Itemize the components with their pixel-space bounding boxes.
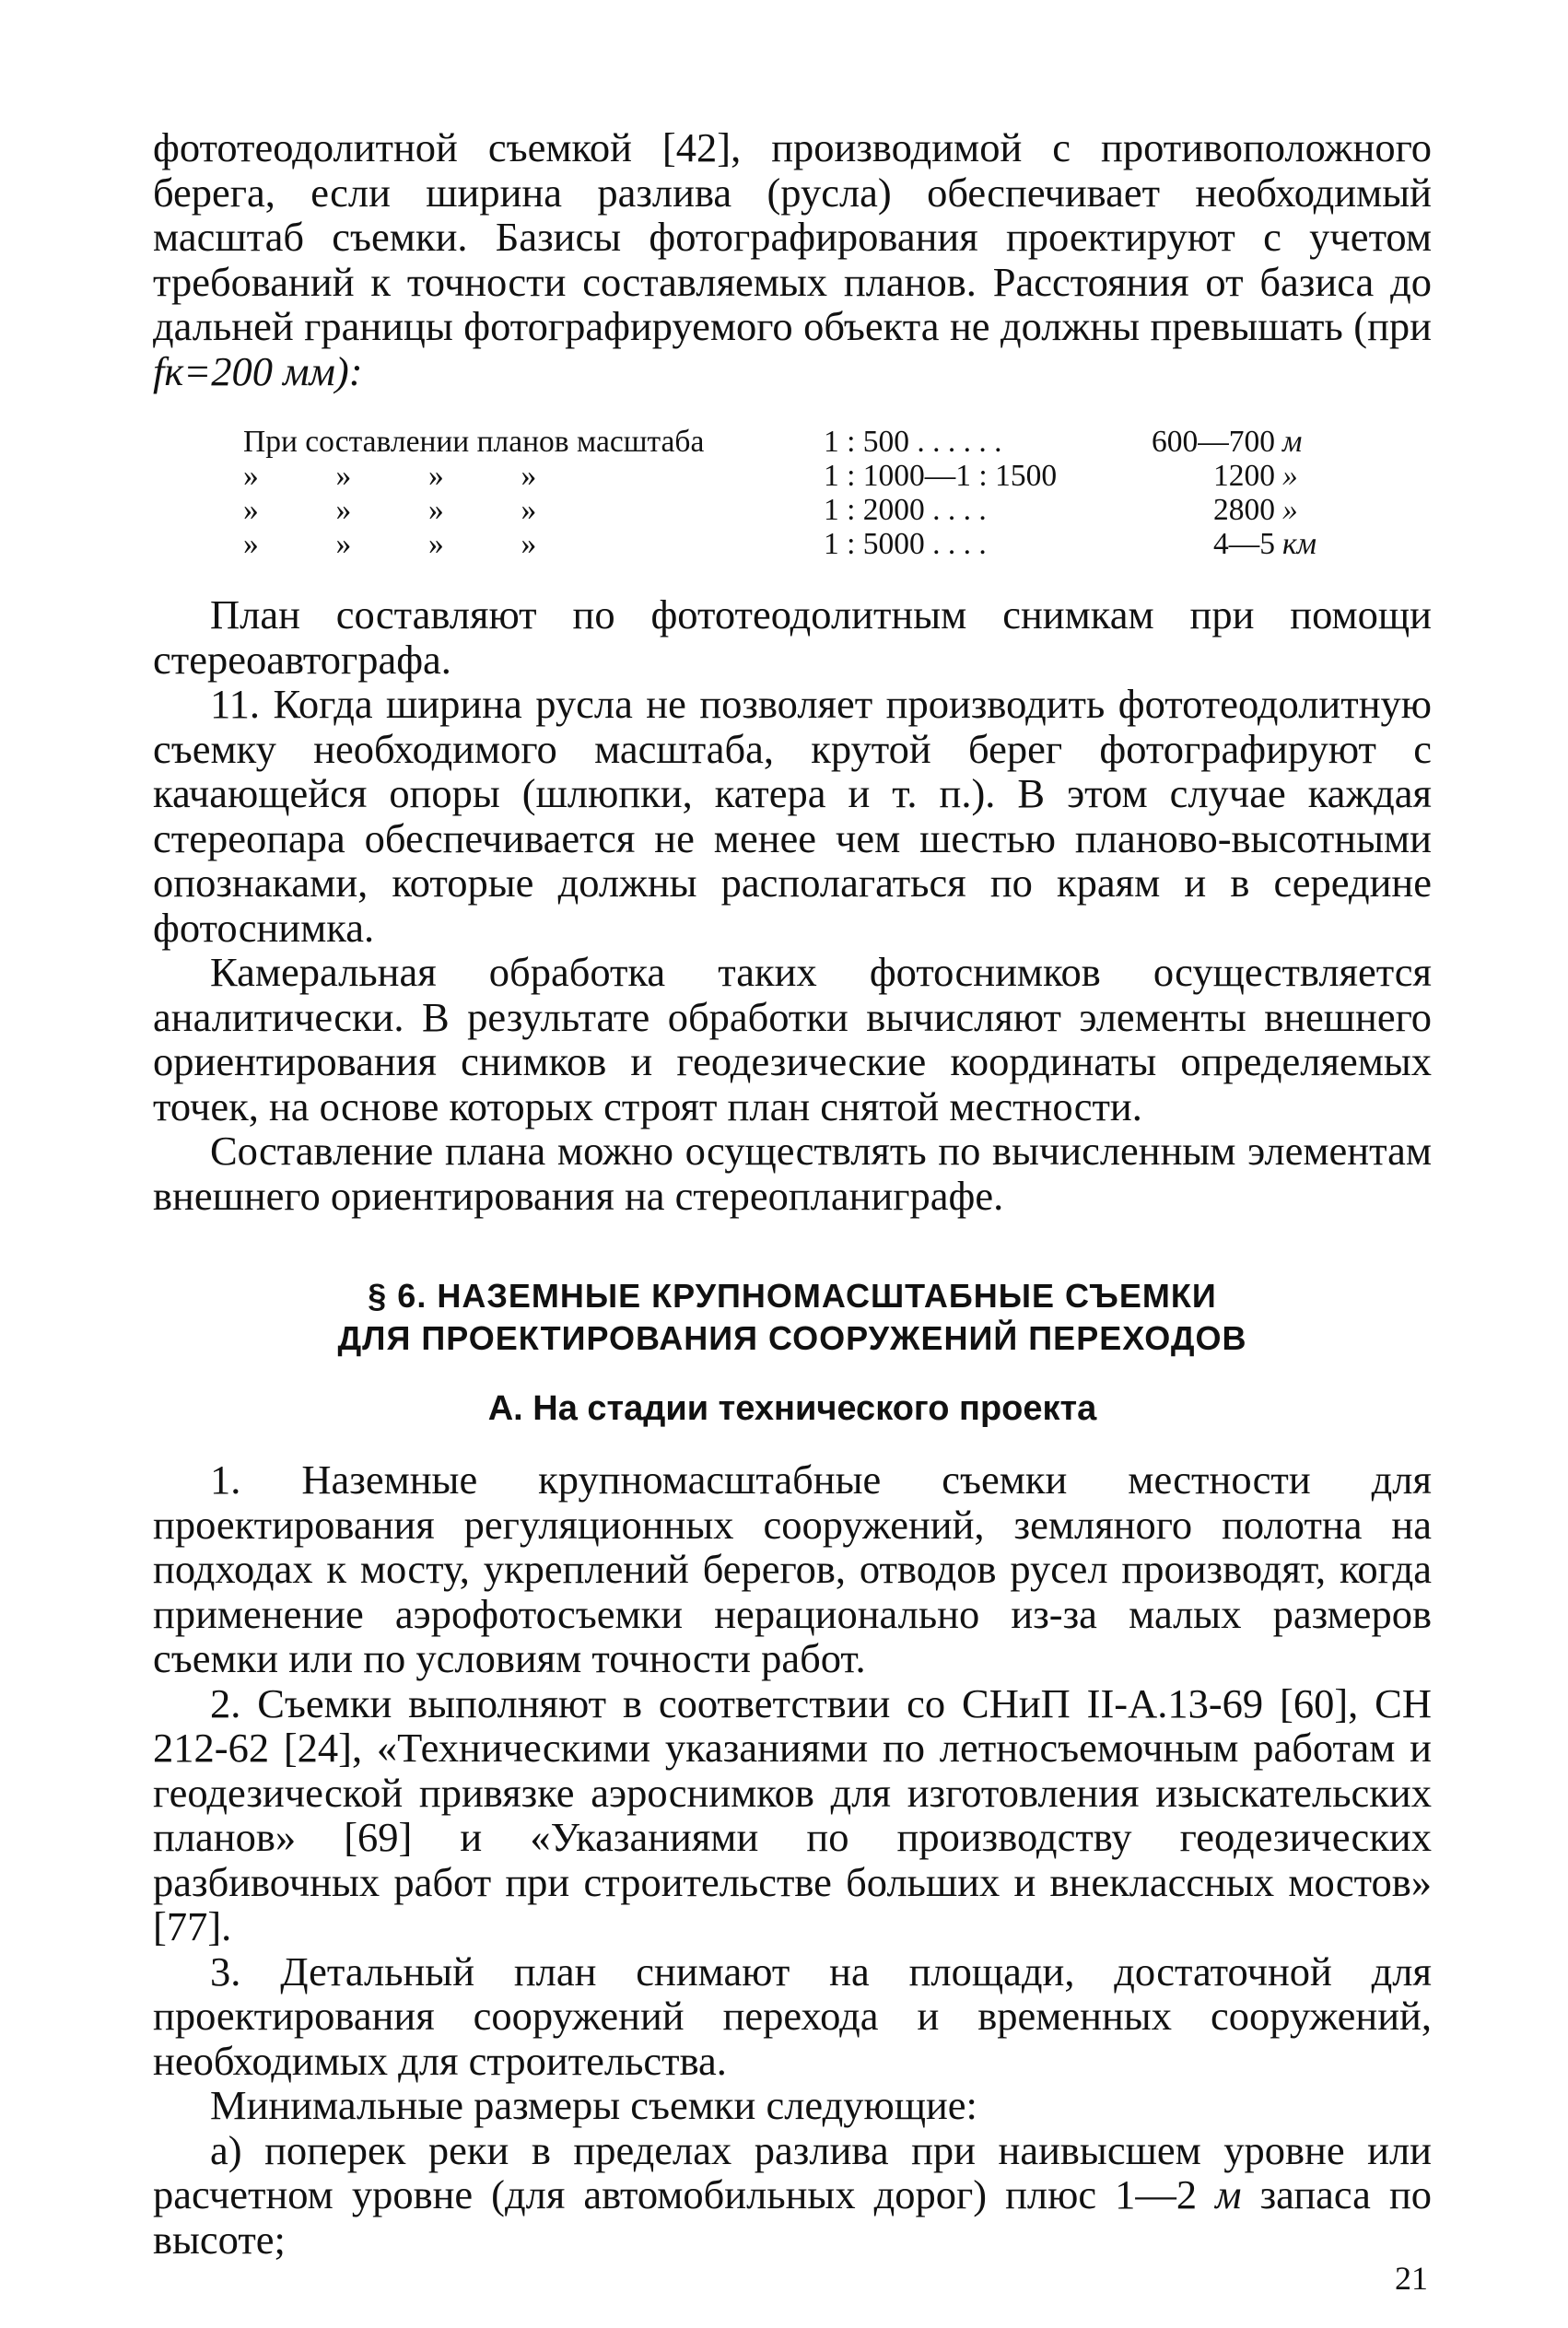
paragraph-item-11: 11. Когда ширина русла не позволяет производить фототеодолитную съемку необходимого масштаба, крутой берег фотографируют с качающейся опоры (шлюпки, катера и т. п.). В этом случае каждая стереопара обеспечивается не менее чем шестью планово-высотными опознаками, которые должны располагаться по краям и в середине фотоснимка. xyxy=(153,681,1432,951)
section-heading-line1: § 6. НАЗЕМНЫЕ КРУПНОМАСШТАБНЫЕ СЪЕМКИ xyxy=(368,1277,1217,1315)
paragraph-item-3: 3. Детальный план снимают на площади, достаточной для проектирования сооружений перехода и временных сооружений, необходимых для строительства. xyxy=(153,1948,1432,2084)
row-label: » » » » xyxy=(243,493,537,527)
row-unit: км xyxy=(1282,527,1317,561)
item-a-unit: м xyxy=(1215,2171,1242,2217)
row-scale: 1 : 5000 . . . . xyxy=(824,527,987,561)
row-label: » » » » xyxy=(243,527,537,561)
row-value: 1200 xyxy=(1213,459,1275,493)
paragraph-item-2: 2. Съемки выполняют в соответствии со СНиП II-А.13-69 [60], СН 212-62 [24], «Техническими указаниями по летносъемочным работам и геодезической привязке аэроснимков для изготовления изыскательских планов» [69] и «Указаниями по производству геодезических разбивочных работ при строительстве больших и внеклассных мостов» [77]. xyxy=(153,1679,1432,1949)
row-unit: » xyxy=(1282,459,1298,493)
row-label: » » » » xyxy=(243,459,537,493)
row-unit: » xyxy=(1282,493,1298,527)
paragraph-stereoplanigraph: Составление плана можно осуществлять по вычисленным элементам внешнего ориентирования на стереопланиграфе. xyxy=(153,1128,1432,1219)
row-value: 4—5 xyxy=(1213,527,1275,561)
paragraph-processing: Камеральная обработка таких фотоснимков осуществляется аналитически. В результате обработки вычисляют элементы внешнего ориентирования снимков и геодезические координаты определяемых точек, на основе которых строят план снятой местности. xyxy=(153,949,1432,1129)
item-a-text: а) поперек реки в пределах разлива при наивысшем уровне или расчетном уровне (для автомобильных дорог) плюс 1—2 xyxy=(153,2126,1432,2217)
scale-table-row xyxy=(243,425,1316,459)
intro-paragraph xyxy=(153,125,1432,393)
row-value: 600—700 xyxy=(1152,425,1275,459)
subheading: А. На стадии технического проекта xyxy=(487,1389,1097,1428)
scale-distance-table xyxy=(243,425,1316,561)
scale-table-row xyxy=(243,459,1316,493)
paragraph-min-sizes: Минимальные размеры съемки следующие: xyxy=(210,2082,977,2128)
scale-table-row xyxy=(243,493,1316,527)
section-heading-line2: ДЛЯ ПРОЕКТИРОВАНИЯ СООРУЖЕНИЙ ПЕРЕХОДОВ xyxy=(337,1319,1247,1357)
row-unit: м xyxy=(1282,425,1303,459)
paragraph-item-1: 1. Наземные крупномасштабные съемки местности для проектирования регуляционных сооружений, земляного полотна на подходах к мосту, укреплений берегов, отводов русел производят, когда применение аэрофотосъемки нерационально из-за малых размеров съемки или по условиям точности работ. xyxy=(153,1456,1432,1681)
intro-text: фототеодолитной съемкой [42], производимой с противоположного берега, если ширина разлива (русла) обеспечивает необходимый масштаб съемки. Базисы фотографирования проектируют с учетом требований к точности составляемых планов. Расстояния от базиса до дальней границы фотографируемого объекта не должны превышать (при xyxy=(153,124,1432,349)
focal-length-formula: fк=200 мм): xyxy=(153,347,363,394)
page-number: 21 xyxy=(1395,2260,1428,2297)
row-value: 2800 xyxy=(1213,493,1275,527)
row-label: При составлении планов масштаба xyxy=(243,425,705,459)
paragraph-stereoautograph: План составляют по фототеодолитным снимкам при помощи стереоавтографа. xyxy=(153,591,1432,683)
row-scale: 1 : 500 . . . . . . xyxy=(824,425,1002,459)
item-a-tail: запаса по высоте; xyxy=(153,2171,1433,2263)
row-scale: 1 : 2000 . . . . xyxy=(824,493,987,527)
scale-table-row xyxy=(243,527,1316,561)
row-scale: 1 : 1000—1 : 1500 xyxy=(824,459,1058,493)
paragraph-item-a xyxy=(153,2128,1432,2263)
section-heading xyxy=(153,1275,1432,1360)
